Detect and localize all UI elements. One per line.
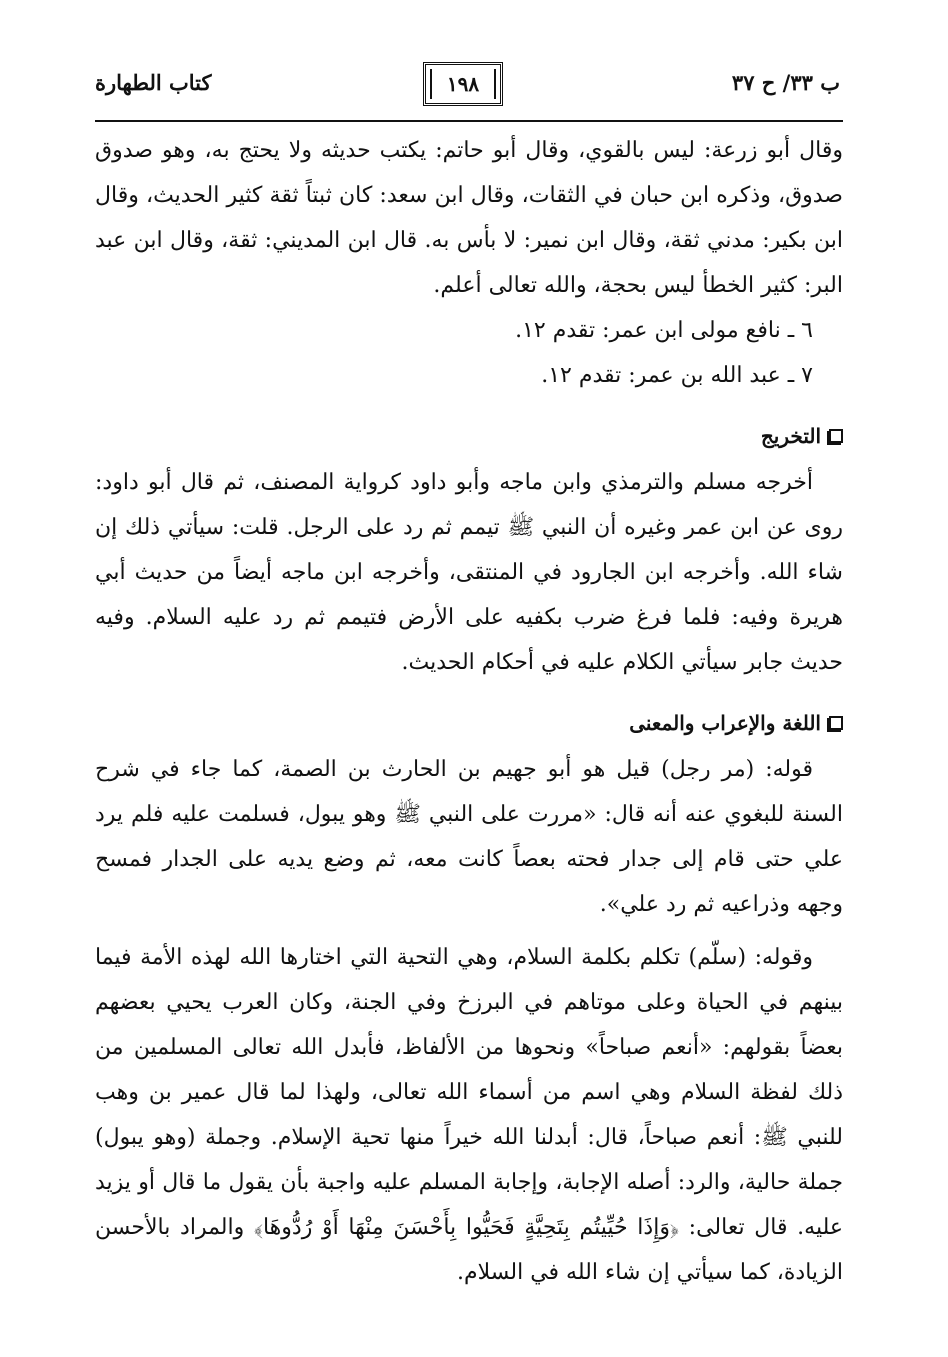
language-heading — [95, 705, 843, 741]
square-bullet-icon — [829, 716, 843, 730]
book-title: كتاب الطهارة — [95, 70, 212, 95]
narrator-note: وقال أبو زرعة: ليس بالقوي، وقال أبو حاتم: يكتب حديثه ولا يحتج به، وهو صدوق صدوق، وذكره ابن حبان في الثقات، وقال ابن سعد: كان ثبتاً ثقة كثير الحديث، وقال ابن بكير: مدني ثقة، وقال ابن نمير: لا بأس به. قال ابن المديني: ثقة، وقال ابن عبد البر: كثير الخطأ ليس بحجة، والله تعالى أعلم. — [95, 138, 843, 298]
language-paragraph-2: وقوله: (سلّم) تكلم بكلمة السلام، وهي التحية التي اختارها الله لهذه الأمة فيما بينهم في الحياة وعلى موتاهم في البرزخ وفي الجنة، وكان العرب يحيي بعضهم بعضاً بقولهم: «أنعم صباحاً» ونحوها من الألفاظ، فأبدل الله تعالى المسلمين من ذلك لفظة السلام وهي اسم من أسماء الله تعالى، ولهذا لما قال عمير بن وهب للنبي ﷺ: أنعم صباحاً، قال: أبدلنا الله خيراً منها تحية الإسلام. وجملة (وهو يبول) جملة حالية، والرد: أصله الإجابة، وإجابة المسلم عليه واجبة بأن يقول ما قال أو يزيد عليه. قال تعالى: ﴿وَإِذَا حُيِّيتُم بِتَحِيَّةٍ فَحَيُّوا بِأَحْسَنَ مِنْهَا أَوْ رُدُّوهَا﴾ والمراد بالأحسن الزيادة، كما سيأتي إن شاء الله في السلام. — [95, 945, 843, 1285]
hadith-reference: ب ٣٣/ ح ٣٧ — [731, 70, 840, 95]
narrator-item: ٦ ـ نافع مولى ابن عمر: تقدم ١٢. — [515, 318, 813, 343]
language-paragraph-1: قوله: (مر رجل) قيل هو أبو جهيم بن الحارث بن الصمة، كما جاء في شرح السنة للبغوي عنه أنه قال: «مررت على النبي ﷺ وهو يبول، فسلمت عليه فلم يرد علي حتى قام إلى جدار فحته بعصاً كانت معه، ثم وضع يديه على الجدار فمسح وجهه وذراعيه ثم رد علي». — [95, 757, 843, 917]
takhrij-paragraph: أخرجه مسلم والترمذي وابن ماجه وأبو داود كرواية المصنف، ثم قال أبو داود: روى عن ابن عمر وغيره أن النبي ﷺ تيمم ثم رد على الرجل. قلت: سيأتي ذلك إن شاء الله. وأخرجه ابن الجارود في المنتقى، وأخرجه ابن ماجه أيضاً من حديث أبي هريرة وفيه: فلما فرغ ضرب بكفيه على الأرض فتيمم ثم رد عليه السلام. وفيه حديث جابر سيأتي الكلام عليه في أحكام الحديث. — [95, 470, 843, 675]
square-bullet-icon — [829, 429, 843, 443]
narrator-item: ٧ ـ عبد الله بن عمر: تقدم ١٢. — [541, 363, 813, 388]
language-heading-text: اللغة والإعراب والمعنى — [629, 711, 821, 735]
header-rule — [95, 120, 843, 122]
page-header — [95, 62, 840, 112]
page-number-text: ١٩٨ — [446, 72, 480, 96]
takhrij-heading — [95, 418, 843, 454]
page-number — [423, 62, 503, 106]
takhrij-heading-text: التخريج — [760, 424, 821, 448]
page-body — [95, 128, 843, 1295]
